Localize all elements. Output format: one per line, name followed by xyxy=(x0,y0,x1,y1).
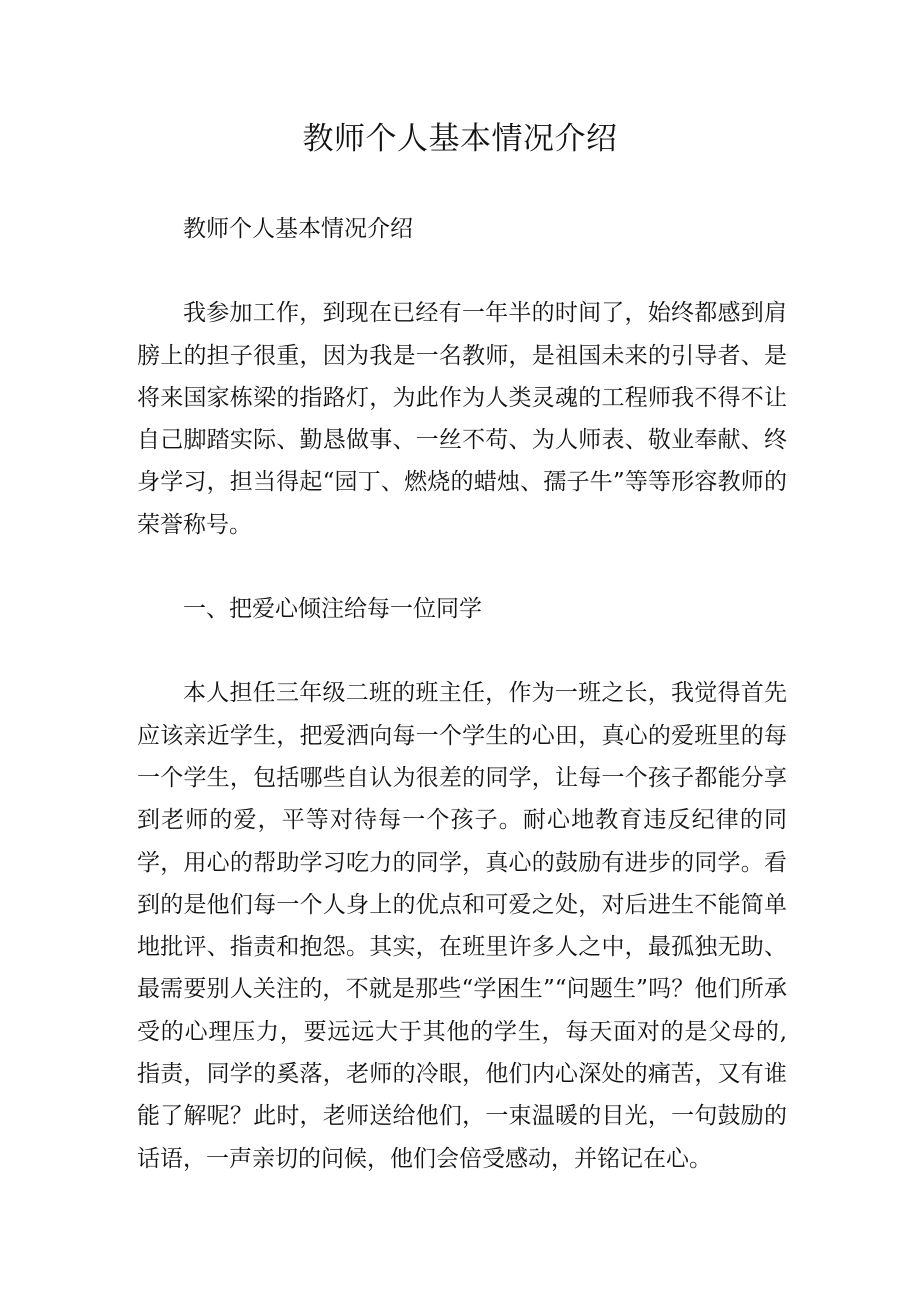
section-heading: 一、把爱心倾注给每一位同学 xyxy=(183,596,482,623)
intro-paragraph: 我参加工作，到现在已经有一年半的时间了，始终都感到肩膀上的担子很重，因为我是一名教师，是祖国未来的引导者、是将来国家栋梁的指路灯，为此作为人类灵魂的工程师我不得不让自己脚踏实际、勤恳做事、一丝不苟、为人师表、敬业奉献、终身学习，担当得起“园丁、燃烧的蜡烛、孺子牛”等等形容教师的荣誉称号。 xyxy=(137,300,787,538)
paragraph-spacer xyxy=(137,546,787,588)
document-body xyxy=(137,208,787,1180)
section-body-paragraph: 本人担任三年级二班的班主任，作为一班之长，我觉得首先应该亲近学生，把爱洒向每一个学生的心田，真心的爱班里的每一个学生，包括哪些自认为很差的同学，让每一个孩子都能分享到老师的爱，平等对待每一个孩子。耐心地教育违反纪律的同学，用心的帮助学习吃力的同学，真心的鼓励有进步的同学。看到的是他们每一个人身上的优点和可爱之处，对后进生不能简单地批评、指责和抱怨。其实，在班里许多人之中，最孤独无助、最需要别人关注的，不就是那些“学困生”“问题生”吗？他们所承受的心理压力，要远远大于其他的学生，每天面对的是父母的,指责，同学的奚落，老师的冷眼，他们内心深处的痛苦，又有谁能了解呢？此时，老师送给他们，一束温暖的目光，一句鼓励的话语，一声亲切的问候，他们会倍受感动，并铭记在心。 xyxy=(137,680,787,1172)
paragraph-spacer xyxy=(137,250,787,292)
document-title: 教师个人基本情况介绍 xyxy=(302,121,618,157)
subtitle-paragraph: 教师个人基本情况介绍 xyxy=(183,216,413,242)
paragraph-spacer xyxy=(137,630,787,672)
